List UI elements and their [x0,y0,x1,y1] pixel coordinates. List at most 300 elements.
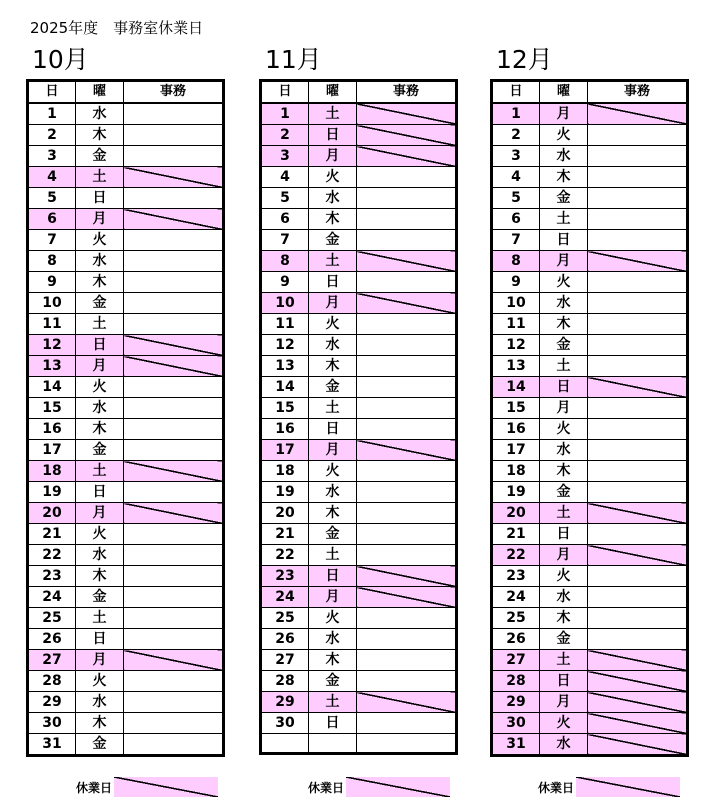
day-row [492,335,688,356]
weekday: 月 [309,587,357,608]
day-number: 17 [261,440,309,461]
legend-swatch [576,777,680,797]
header-office: 事務 [588,81,688,104]
header-office: 事務 [357,81,457,104]
calendar-table [490,79,689,757]
weekday: 水 [540,293,588,314]
day-row [492,566,688,587]
day-number: 14 [492,377,540,398]
day-number: 4 [492,167,540,188]
office-cell [124,146,224,167]
day-row [492,524,688,545]
day-number: 7 [28,230,76,251]
month-title: 12月 [496,45,553,74]
weekday: 火 [76,671,124,692]
day-row [492,356,688,377]
day-number: 15 [492,398,540,419]
month-title: 11月 [265,45,322,74]
office-cell [124,251,224,272]
day-number: 7 [261,230,309,251]
weekday: 木 [76,125,124,146]
weekday: 火 [76,377,124,398]
office-cell [357,482,457,503]
day-number: 21 [261,524,309,545]
weekday: 月 [540,692,588,713]
office-cell [124,272,224,293]
office-closed-cell [357,103,457,125]
legend-swatch [346,777,450,797]
day-number: 20 [28,503,76,524]
day-row [492,650,688,671]
office-closed-cell [588,713,688,734]
day-number: 25 [28,608,76,629]
weekday: 水 [540,146,588,167]
day-number: 8 [492,251,540,272]
day-number: 10 [28,293,76,314]
day-number: 16 [28,419,76,440]
day-number: 28 [261,671,309,692]
day-row [492,188,688,209]
office-cell [124,377,224,398]
day-row [492,167,688,188]
day-number: 3 [28,146,76,167]
day-row [28,713,224,734]
day-row [492,230,688,251]
office-cell [124,314,224,335]
day-row [28,503,224,524]
day-row [492,146,688,167]
header-weekday: 曜 [76,81,124,104]
office-cell [357,461,457,482]
office-cell [124,419,224,440]
day-number: 7 [492,230,540,251]
day-row [492,293,688,314]
day-row [492,125,688,146]
office-closed-cell [124,167,224,188]
weekday: 土 [309,251,357,272]
day-row [28,482,224,503]
day-row [492,545,688,566]
day-row [28,419,224,440]
office-cell [357,230,457,251]
day-row [261,545,457,566]
day-number: 14 [28,377,76,398]
weekday: 日 [309,419,357,440]
office-cell [124,103,224,125]
weekday: 火 [309,608,357,629]
day-number: 26 [261,629,309,650]
weekday: 土 [76,608,124,629]
month-october [26,45,225,757]
office-cell [124,125,224,146]
office-closed-cell [124,335,224,356]
day-row [261,209,457,230]
day-row [28,629,224,650]
weekday: 火 [540,713,588,734]
day-number: 4 [28,167,76,188]
office-cell [357,335,457,356]
day-number: 15 [28,398,76,419]
day-row [28,293,224,314]
legend-swatch [114,777,218,797]
office-closed-cell [588,692,688,713]
day-row [492,272,688,293]
legend-label: 休業日 [538,780,575,795]
day-row [492,629,688,650]
office-cell [124,230,224,251]
office-cell [588,629,688,650]
day-number: 24 [28,587,76,608]
weekday: 金 [76,587,124,608]
weekday: 月 [540,251,588,272]
day-number: 18 [492,461,540,482]
office-cell [124,545,224,566]
weekday: 土 [309,545,357,566]
legend [76,777,218,797]
office-cell [357,314,457,335]
day-number: 26 [492,629,540,650]
day-number: 24 [492,587,540,608]
day-row [28,545,224,566]
header-day: 日 [492,81,540,104]
office-cell [588,188,688,209]
day-row [28,608,224,629]
day-row [261,671,457,692]
day-row [261,482,457,503]
weekday: 日 [309,566,357,587]
weekday: 木 [76,713,124,734]
office-closed-cell [357,125,457,146]
day-number: 10 [261,293,309,314]
day-number: 26 [28,629,76,650]
day-number: 18 [28,461,76,482]
weekday: 土 [76,167,124,188]
weekday: 木 [309,650,357,671]
legend-label: 休業日 [308,780,345,795]
day-number: 8 [28,251,76,272]
weekday: 火 [76,524,124,545]
month-november [259,45,458,755]
header-weekday: 曜 [540,81,588,104]
office-cell [357,272,457,293]
weekday: 水 [540,587,588,608]
day-number: 24 [261,587,309,608]
day-number: 21 [28,524,76,545]
weekday: 金 [309,671,357,692]
weekday: 火 [540,566,588,587]
day-row [492,692,688,713]
office-cell [357,398,457,419]
day-number: 6 [492,209,540,230]
header-weekday: 曜 [309,81,357,104]
weekday: 火 [540,125,588,146]
day-number: 19 [28,482,76,503]
weekday: 火 [309,314,357,335]
weekday: 火 [540,272,588,293]
day-number: 30 [492,713,540,734]
day-row [28,314,224,335]
day-row [261,692,457,713]
day-row [261,398,457,419]
office-cell [124,671,224,692]
day-number: 9 [28,272,76,293]
office-cell [588,419,688,440]
weekday: 土 [309,692,357,713]
day-number: 23 [492,566,540,587]
day-row [28,671,224,692]
day-row [28,692,224,713]
weekday: 水 [540,440,588,461]
day-row [261,419,457,440]
day-number: 6 [261,209,309,230]
office-cell [357,524,457,545]
weekday: 日 [309,125,357,146]
day-row [28,230,224,251]
office-closed-cell [588,545,688,566]
day-row [28,167,224,188]
weekday: 火 [309,167,357,188]
weekday: 金 [309,377,357,398]
day-row [492,209,688,230]
day-number: 12 [492,335,540,356]
day-row [492,398,688,419]
day-row [28,272,224,293]
day-number: 29 [261,692,309,713]
office-closed-cell [357,692,457,713]
weekday: 金 [76,734,124,756]
day-row [492,419,688,440]
office-cell [357,503,457,524]
day-number: 15 [261,398,309,419]
day-row [28,103,224,125]
day-number: 17 [28,440,76,461]
day-row [28,146,224,167]
day-row [261,293,457,314]
day-number: 27 [28,650,76,671]
weekday: 日 [540,524,588,545]
day-number: 20 [261,503,309,524]
office-cell [357,356,457,377]
day-row [492,608,688,629]
office-cell [357,209,457,230]
day-number: 9 [492,272,540,293]
day-number: 22 [492,545,540,566]
day-number: 23 [261,566,309,587]
weekday: 土 [540,356,588,377]
weekday: 月 [309,440,357,461]
day-row [261,608,457,629]
day-row [28,734,224,756]
weekday: 木 [309,209,357,230]
weekday: 日 [540,377,588,398]
day-row [28,566,224,587]
weekday: 水 [76,545,124,566]
weekday: 木 [540,608,588,629]
day-row [28,125,224,146]
office-cell [588,566,688,587]
day-row [28,188,224,209]
day-row [261,713,457,734]
office-cell [124,587,224,608]
office-cell [357,419,457,440]
weekday: 土 [76,314,124,335]
page-title: 2025年度 事務室休業日 [30,19,204,37]
office-closed-cell [588,650,688,671]
office-cell [357,734,457,754]
weekday: 月 [540,103,588,125]
day-row [261,440,457,461]
weekday: 土 [540,503,588,524]
office-cell [588,335,688,356]
day-number: 11 [28,314,76,335]
day-row [261,167,457,188]
office-closed-cell [588,503,688,524]
day-number: 31 [492,734,540,756]
day-row [261,314,457,335]
weekday: 日 [309,713,357,734]
office-cell [588,461,688,482]
weekday: 日 [540,230,588,251]
day-number: 30 [261,713,309,734]
weekday: 日 [309,272,357,293]
office-cell [588,587,688,608]
office-cell [588,356,688,377]
day-row [28,461,224,482]
office-closed-cell [588,734,688,756]
day-row [492,461,688,482]
day-number: 23 [28,566,76,587]
day-row [28,335,224,356]
weekday: 月 [309,146,357,167]
day-number: 31 [28,734,76,756]
day-number: 8 [261,251,309,272]
day-number: 9 [261,272,309,293]
day-number: 11 [492,314,540,335]
day-number: 29 [28,692,76,713]
weekday: 日 [76,482,124,503]
weekday: 月 [76,356,124,377]
office-cell [357,713,457,734]
office-cell [357,671,457,692]
weekday: 水 [309,629,357,650]
day-number: 10 [492,293,540,314]
day-number: 1 [492,103,540,125]
office-closed-cell [588,251,688,272]
day-row [261,251,457,272]
day-row [492,314,688,335]
day-row [28,440,224,461]
calendar-table [26,79,225,757]
weekday: 土 [540,650,588,671]
day-row [261,524,457,545]
office-cell [588,230,688,251]
office-cell [124,188,224,209]
office-cell [124,629,224,650]
day-number: 13 [28,356,76,377]
office-closed-cell [588,377,688,398]
office-cell [124,482,224,503]
day-row [492,671,688,692]
day-number: 2 [28,125,76,146]
office-closed-cell [357,146,457,167]
office-closed-cell [357,587,457,608]
day-number: 29 [492,692,540,713]
weekday: 木 [309,356,357,377]
day-row [492,587,688,608]
day-number: 20 [492,503,540,524]
day-row [261,188,457,209]
office-cell [588,524,688,545]
day-row [492,734,688,756]
office-closed-cell [357,566,457,587]
day-row [492,440,688,461]
day-number: 13 [261,356,309,377]
day-row [28,356,224,377]
day-number: 11 [261,314,309,335]
day-row [261,356,457,377]
day-number: 2 [492,125,540,146]
weekday: 水 [540,734,588,756]
day-row [261,125,457,146]
day-row [492,503,688,524]
weekday: 日 [76,335,124,356]
day-row [261,566,457,587]
day-row [492,103,688,125]
legend [308,777,450,797]
day-number: 14 [261,377,309,398]
office-cell [124,566,224,587]
office-cell [357,377,457,398]
weekday: 木 [540,314,588,335]
weekday: 火 [540,419,588,440]
day-row [261,146,457,167]
office-cell [588,293,688,314]
weekday: 金 [540,188,588,209]
day-number: 12 [261,335,309,356]
day-row [261,103,457,125]
weekday: 水 [76,251,124,272]
office-cell [588,314,688,335]
day-number: 6 [28,209,76,230]
weekday: 土 [309,398,357,419]
day-row [261,272,457,293]
day-row [261,587,457,608]
weekday: 木 [76,272,124,293]
weekday: 金 [540,629,588,650]
office-cell [124,608,224,629]
office-closed-cell [124,209,224,230]
office-closed-cell [357,293,457,314]
office-cell [357,650,457,671]
day-row [261,503,457,524]
day-number: 30 [28,713,76,734]
weekday: 月 [309,293,357,314]
day-number: 25 [261,608,309,629]
day-row [261,734,457,754]
office-cell [124,293,224,314]
office-cell [588,209,688,230]
weekday: 木 [540,461,588,482]
day-number: 19 [261,482,309,503]
day-row [261,629,457,650]
day-number: 18 [261,461,309,482]
day-number: 13 [492,356,540,377]
office-cell [588,482,688,503]
day-row [261,335,457,356]
weekday: 木 [309,503,357,524]
office-cell [124,524,224,545]
weekday: 火 [76,230,124,251]
